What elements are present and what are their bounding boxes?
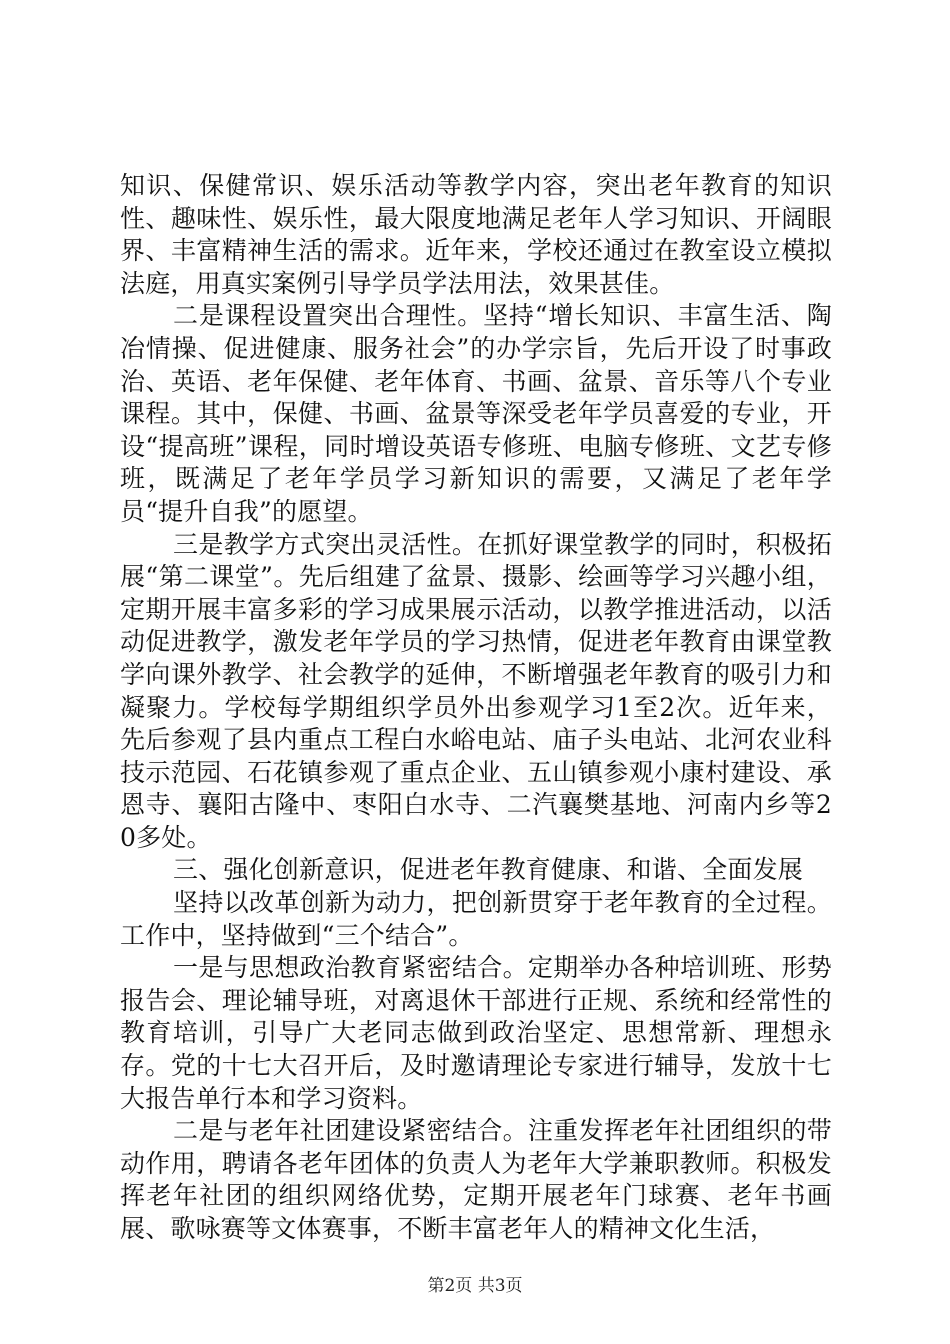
body-text [120, 170, 832, 1246]
paragraph-4: 坚持以改革创新为动力，把创新贯穿于老年教育的全过程。工作中，坚持做到“三个结合”。 [120, 888, 832, 950]
paragraph-6: 二是与老年社团建设紧密结合。注重发挥老年社团组织的带动作用，聘请各老年团体的负责人为老年大学兼职教师。积极发挥老年社团的组织网络优势，定期开展老年门球赛、老年书画展、歌咏赛等文体赛事，不断丰富老年人的精神文化生活， [120, 1116, 832, 1243]
page-number: 第2页 共3页 [427, 1276, 523, 1296]
section-heading: 三、强化创新意识，促进老年教育健康、和谐、全面发展 [173, 855, 804, 885]
page-footer [0, 1276, 950, 1296]
paragraph-3: 三是教学方式突出灵活性。在抓好课堂教学的同时，积极拓展“第二课堂”。先后组建了盆景、摄影、绘画等学习兴趣小组，定期开展丰富多彩的学习成果展示活动，以教学推进活动，以活动促进教学，激发老年学员的学习热情，促进老年教育由课堂教学向课外教学、社会教学的延伸，不断增强老年教育的吸引力和凝聚力。学校每学期组织学员外出参观学习1至2次。近年来，先后参观了县内重点工程白水峪电站、庙子头电站、北河农业科技示范园、石花镇参观了重点企业、五山镇参观小康村建设、承恩寺、襄阳古隆中、枣阳白水寺、二汽襄樊基地、河南内乡等20多处。 [120, 529, 832, 852]
paragraph-2: 二是课程设置突出合理性。坚持“增长知识、丰富生活、陶冶情操、促进健康、服务社会”的办学宗旨，先后开设了时事政治、英语、老年保健、老年体育、书画、盆景、音乐等八个专业课程。其中，保健、书画、盆景等深受老年学员喜爱的专业，开设“提高班”课程，同时增设英语专修班、电脑专修班、文艺专修班，既满足了老年学员学习新知识的需要，又满足了老年学员“提升自我”的愿望。 [120, 301, 832, 526]
paragraph-5: 一是与思想政治教育紧密结合。定期举办各种培训班、形势报告会、理论辅导班，对离退休干部进行正规、系统和经常性的教育培训，引导广大老同志做到政治坚定、思想常新、理想永存。党的十七大召开后，及时邀请理论专家进行辅导，发放十七大报告单行本和学习资料。 [120, 953, 832, 1113]
paragraph-1: 知识、保健常识、娱乐活动等教学内容，突出老年教育的知识性、趣味性、娱乐性，最大限度地满足老年人学习知识、开阔眼界、丰富精神生活的需求。近年来，学校还通过在教室设立模拟法庭，用真实案例引导学员学法用法，效果甚佳。 [120, 171, 832, 298]
